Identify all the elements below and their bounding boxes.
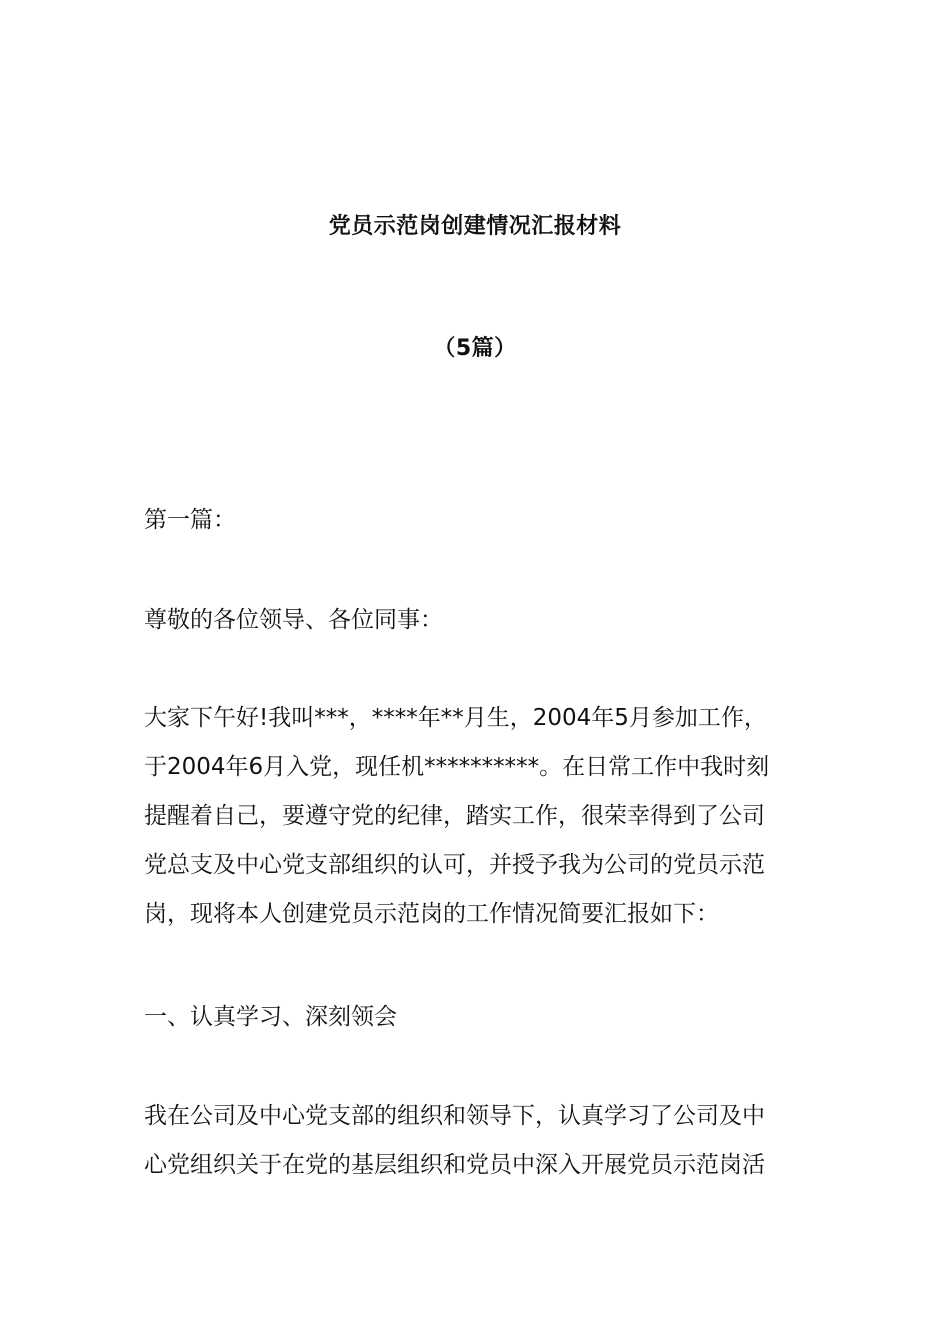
section-label (144, 496, 808, 545)
body-line: 心党组织关于在党的基层组织和党员中深入开展党员示范岗活 (144, 1152, 765, 1178)
body-line: 我在公司及中心党支部的组织和领导下，认真学习了公司及中 (144, 1103, 765, 1129)
intro-line: 大家下午好!我叫***，****年**月生，2004年5月参加工作， (144, 705, 767, 731)
intro-paragraph (144, 694, 808, 939)
section-body-1 (144, 1092, 808, 1190)
section-heading-1-text: 一、认真学习、深刻领会 (144, 1004, 397, 1030)
intro-line: 于2004年6月入党，现任机**********。在日常工作中我时刻 (144, 754, 770, 780)
intro-line: 提醒着自己，要遵守党的纪律，踏实工作，很荣幸得到了公司 (144, 803, 765, 829)
document-subtitle: （5篇） (433, 336, 517, 361)
section-heading-1 (144, 993, 808, 1042)
section-label-text: 第一篇： (144, 507, 236, 533)
document-title: 党员示范岗创建情况汇报材料 (328, 214, 622, 239)
greeting-text: 尊敬的各位领导、各位同事： (144, 607, 443, 633)
intro-line: 岗，现将本人创建党员示范岗的工作情况简要汇报如下： (144, 901, 719, 927)
greeting-paragraph (144, 596, 808, 645)
intro-line: 党总支及中心党支部组织的认可，并授予我为公司的党员示范 (144, 852, 765, 878)
